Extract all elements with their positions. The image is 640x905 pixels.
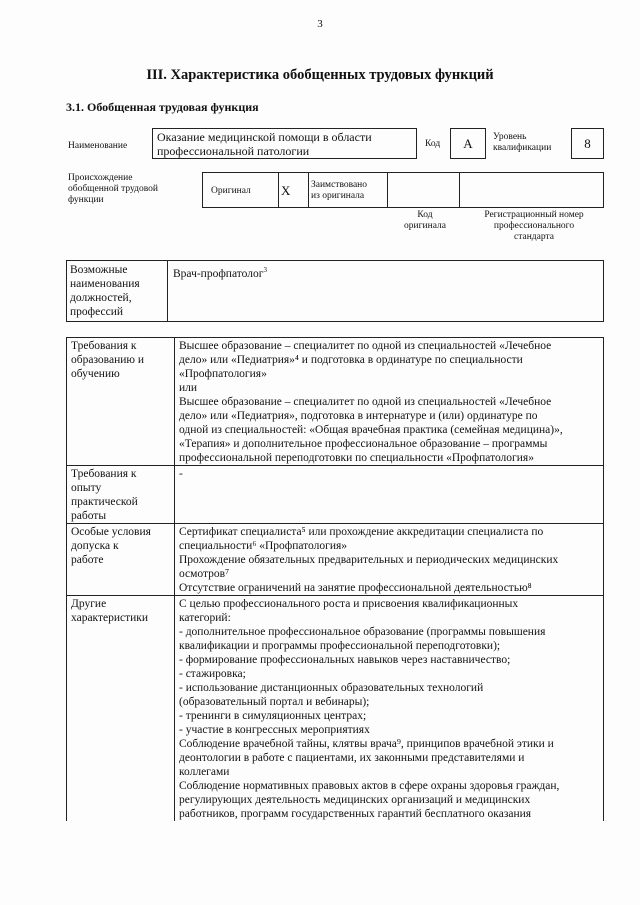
experience-value: - — [175, 466, 604, 524]
page-number: 3 — [317, 18, 323, 30]
positions-label: Возможные наименования должностей, профессий — [70, 264, 140, 318]
admission-label: Особые условия допуска к работе — [67, 524, 175, 596]
positions-value: Врач-профпатолог$^3$ — [173, 266, 267, 280]
code-value: A — [463, 136, 473, 151]
table-row — [67, 524, 604, 596]
code-label: Код — [425, 139, 441, 149]
education-label: Требования к образованию и обучению — [67, 338, 175, 466]
section-title: III. Характеристика обобщенных трудовых функций — [146, 67, 494, 83]
reg-caption: Регистрационный номер профессионального стандарта — [484, 210, 584, 242]
code-box — [450, 128, 486, 159]
level-label: Уровень квалификации — [493, 132, 552, 153]
subsection-title: 3.1. Обобщенная трудовая функция — [66, 100, 259, 114]
name-value-line: Оказание медицинской помощи в области — [157, 130, 372, 144]
level-value: 8 — [584, 136, 591, 151]
original-label: Оригинал — [211, 186, 251, 196]
name-box — [152, 128, 417, 159]
name-value-line: профессиональной патологии — [157, 144, 310, 158]
borrowed-label: Заимствовано из оригинала — [311, 180, 368, 201]
admission-value: Сертификат специалиста⁵ или прохождение аккредитации специалиста по специальности⁶ «Профпатология» Прохождение обязательных предварительных и периодических медицинских осмотров⁷ Отсутствие ограничений на занятие профессиональной деятельностью⁸ — [175, 524, 604, 596]
other-value: С целью профессионального роста и присвоения квалификационных категорий: - дополнительное профессиональное образование (программы повышения квалификации и программы профессиональной переподготовки); - формирование профессиональных навыков через наставничество; - стажировка; - использование дистанционных образовательных технологий (образовательный портал и вебинары); - тренинги в симуляционных центрах; - участие в конгрессных мероприятиях Соблюдение врачебной тайны, клятвы врача⁹, принципов врачебной этики и деонтологии в работе с пациентами, их законными представителями и коллегами Соблюдение нормативных правовых актов в сфере охраны здоровья граждан, регулирующих деятельность медицинских организаций и медицинских работников, программ государственных гарантий бесплатного оказания — [175, 596, 604, 822]
experience-label: Требования к опыту практической работы — [67, 466, 175, 524]
table-row — [67, 466, 604, 524]
origin-label: Происхождение обобщенной трудовой функции — [68, 173, 158, 205]
table-row — [67, 338, 604, 466]
requirements-table — [66, 337, 604, 821]
code-caption: Код оригинала — [404, 210, 446, 231]
level-box — [571, 128, 604, 159]
positions-table — [66, 260, 604, 322]
education-value: Высшее образование – специалитет по одной из специальностей «Лечебное дело» или «Педиатрия»⁴ и подготовка в ординатуре по специальности «Профпатология» или Высшее образование – специалитет по одной из специальностей «Лечебное дело» или «Педиатрия», подготовка в интернатуре и (или) ординатуре по одной из специальностей: «Общая врачебная практика (семейная медицина)», «Терапия» и дополнительное профессиональное образование – программы профессиональной переподготовки по специальности «Профпатология» — [175, 338, 604, 466]
name-label: Наименование — [68, 141, 128, 151]
table-row — [67, 596, 604, 822]
other-label: Другие характеристики — [67, 596, 175, 822]
original-mark: X — [281, 183, 291, 198]
origin-table — [202, 172, 604, 208]
